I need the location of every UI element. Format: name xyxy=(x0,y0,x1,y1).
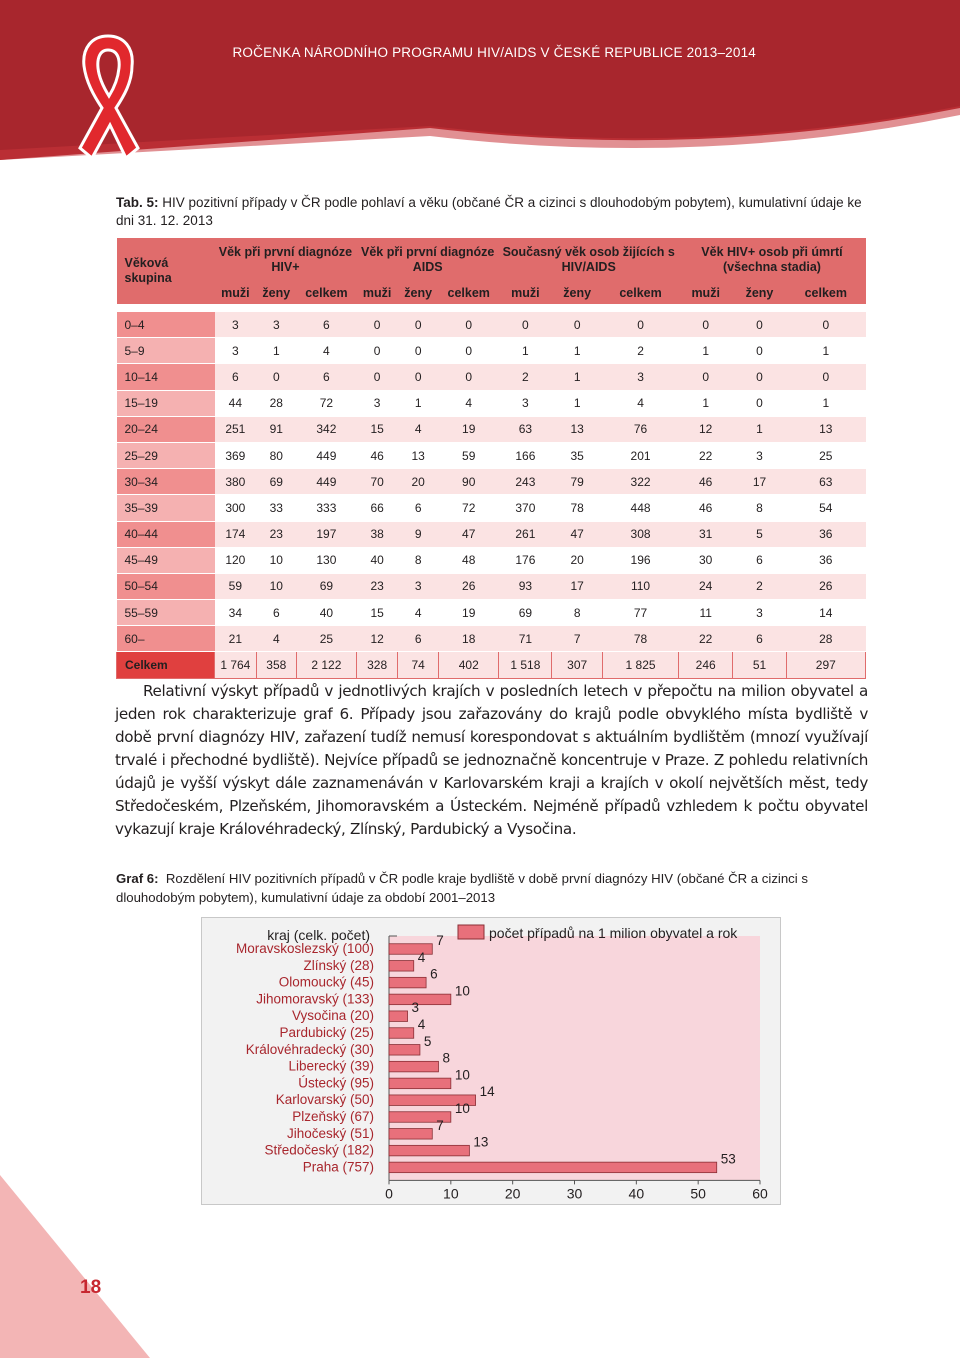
table-cell: 300 xyxy=(215,495,257,521)
bar xyxy=(389,1078,451,1089)
legend-label: počet případů na 1 milion obyvatel a rok xyxy=(489,925,738,941)
subheader-4: ženy xyxy=(404,286,433,300)
table-cell: 246 xyxy=(678,652,732,678)
table-row xyxy=(117,600,866,626)
table-cell: 0 xyxy=(356,364,398,390)
age-group-cell: 30–34 xyxy=(117,469,215,495)
table-cell: 0 xyxy=(786,364,865,390)
body-paragraph-text: Relativní výskyt případů v jednotlivých krajích v posledních letech v přepočtu na milion obyvatel a jeden rok charakterizuje graf 6. Případy jsou zařazovány do krajů podle obvyklého místa bydliště v době první diagnózy HIV, zařazení tudíž nemusí korespondovat s aktuálním bydlištěm (mnozí využívají trvalé i přechodné bydliště). Nejvíce případů se jednoznačně koncentruje v Praze. Z pohledu relativních údajů je vyšší výskyt dále zaznamenáván v Karlovarském kraji a krajích v okolí největších měst, tedy Středočeském, Plzeňském, Jihomoravském a Ústeckém. Nejméně případů vzhledem k počtu obyvatel vykazují kraje Královéhradecký, Zlínský, Pardubický a Vysočina. xyxy=(115,682,868,838)
table-caption-text: HIV pozitivní případy v ČR podle pohlaví a věku (občané ČR a cizinci s dlouhodobým pobytem), kumulativní údaje ke dni 31. 12. 2013 xyxy=(116,195,862,228)
table-cell: 110 xyxy=(603,573,679,599)
table-cell: 38 xyxy=(356,521,398,547)
x-tick-label: 30 xyxy=(566,1185,583,1202)
table-cell: 69 xyxy=(256,469,296,495)
table-cell: 26 xyxy=(786,573,865,599)
table-cell: 0 xyxy=(438,338,499,364)
table-cell: 35 xyxy=(552,442,603,468)
table-cell: 1 xyxy=(678,338,732,364)
table-row xyxy=(117,390,866,416)
table-row xyxy=(117,338,866,364)
table-cell: 13 xyxy=(398,442,439,468)
group-header-death: Věk HIV+ osob při úmrtí (všechna stadia) xyxy=(701,245,843,274)
x-tick-label: 10 xyxy=(443,1185,459,1202)
table-cell: 6 xyxy=(398,626,439,652)
table-cell: 24 xyxy=(678,573,732,599)
table-cell: 54 xyxy=(786,495,865,521)
group-header-aids: Věk při první diagnóze AIDS xyxy=(360,245,495,274)
group-header-living: Současný věk osob žijících s HIV/AIDS xyxy=(502,245,675,274)
table-cell: 28 xyxy=(786,626,865,652)
table-cell: 0 xyxy=(733,312,786,338)
table-cell: 448 xyxy=(603,495,679,521)
table-cell: 70 xyxy=(356,469,398,495)
category-label: Plzeňský (67) xyxy=(292,1109,374,1124)
category-label: Karlovarský (50) xyxy=(275,1092,374,1108)
table-cell: 8 xyxy=(733,495,786,521)
table-cell: 28 xyxy=(256,390,296,416)
table-cell: 36 xyxy=(786,521,865,547)
category-label: Královéhradecký (30) xyxy=(245,1041,374,1057)
category-label: Zlínský (28) xyxy=(303,957,374,973)
table-cell: 6 xyxy=(256,600,296,626)
table-cell: 1 xyxy=(552,338,603,364)
table-cell: 25 xyxy=(786,442,865,468)
table-cell: 0 xyxy=(678,364,732,390)
table-cell: 0 xyxy=(733,338,786,364)
table-row xyxy=(117,547,866,573)
table-cell: 0 xyxy=(733,364,786,390)
table-cell: 243 xyxy=(499,469,552,495)
value-label: 10 xyxy=(454,1101,470,1116)
value-label: 10 xyxy=(454,983,470,999)
table-cell: 15 xyxy=(356,600,398,626)
table-cell: 3 xyxy=(733,442,786,468)
table-cell: 4 xyxy=(603,390,679,416)
table-cell: 15 xyxy=(356,416,398,442)
table-cell: 2 xyxy=(499,364,552,390)
table-cell: 14 xyxy=(786,600,865,626)
table-cell: 66 xyxy=(356,495,398,521)
table-row xyxy=(117,469,866,495)
table-cell: 3 xyxy=(215,312,257,338)
table-cell: 46 xyxy=(356,442,398,468)
value-label: 4 xyxy=(417,949,426,965)
body-paragraph xyxy=(115,680,868,841)
table-cell: 370 xyxy=(499,495,552,521)
page-number: 18 xyxy=(80,1277,102,1298)
table-cell: 174 xyxy=(215,521,257,547)
table-cell: 69 xyxy=(499,600,552,626)
category-label: Olomoucký (45) xyxy=(278,974,374,990)
table-cell: 1 xyxy=(733,416,786,442)
category-label: Praha (757) xyxy=(302,1159,374,1175)
value-label: 5 xyxy=(423,1033,432,1049)
table-cell: 402 xyxy=(438,652,499,678)
table-cell: 22 xyxy=(678,442,732,468)
table-cell: 6 xyxy=(398,495,439,521)
bar xyxy=(389,994,451,1005)
category-label: Ústecký (95) xyxy=(298,1075,374,1091)
subheader-8: celkem xyxy=(619,286,662,300)
table-cell: 1 xyxy=(256,338,296,364)
table-cell: 3 xyxy=(356,390,398,416)
x-tick-label: 40 xyxy=(628,1185,645,1202)
table-cell: 20 xyxy=(552,547,603,573)
table-cell: 22 xyxy=(678,626,732,652)
x-tick-label: 20 xyxy=(504,1185,521,1202)
table-cell: 10 xyxy=(256,547,296,573)
subheader-3: muži xyxy=(362,286,392,300)
chart-canvas xyxy=(202,918,782,1206)
table-cell: 4 xyxy=(438,390,499,416)
age-group-cell: 0–4 xyxy=(117,312,215,338)
bar xyxy=(389,1011,408,1022)
table-cell: 51 xyxy=(733,652,786,678)
table-cell: 333 xyxy=(296,495,356,521)
table-cell: 44 xyxy=(215,390,257,416)
age-group-cell: 15–19 xyxy=(117,390,215,416)
table-cell: 2 xyxy=(603,338,679,364)
table-cell: 76 xyxy=(603,416,679,442)
category-label: Jihočeský (51) xyxy=(286,1125,374,1141)
table-cell: 0 xyxy=(398,312,439,338)
table-row xyxy=(117,626,866,652)
age-group-cell: 45–49 xyxy=(117,547,215,573)
table-cell: 6 xyxy=(733,626,786,652)
table-cell: 25 xyxy=(296,626,356,652)
table-cell: 12 xyxy=(356,626,398,652)
value-label: 3 xyxy=(411,1000,420,1016)
table-cell: 77 xyxy=(603,600,679,626)
table-cell: 79 xyxy=(552,469,603,495)
table-cell: 0 xyxy=(256,364,296,390)
table-cell: 3 xyxy=(733,600,786,626)
table-cell: 72 xyxy=(438,495,499,521)
group-header-hiv: Věk při první diagnóze HIV+ xyxy=(218,245,353,274)
table-cell: 1 xyxy=(398,390,439,416)
table-cell: 6 xyxy=(296,364,356,390)
table-cell: 4 xyxy=(296,338,356,364)
table-cell: 3 xyxy=(603,364,679,390)
age-group-header: Věková skupina xyxy=(124,256,172,285)
value-label: 14 xyxy=(479,1084,495,1100)
table-cell: 30 xyxy=(678,547,732,573)
bar xyxy=(389,1028,414,1039)
table-cell: 19 xyxy=(438,600,499,626)
table-cell: 1 xyxy=(552,390,603,416)
legend-swatch xyxy=(458,925,484,939)
table-cell: 196 xyxy=(603,547,679,573)
table-cell: 4 xyxy=(256,626,296,652)
age-group-cell: 55–59 xyxy=(117,600,215,626)
subheader-2: celkem xyxy=(305,286,348,300)
graph-caption xyxy=(116,869,866,907)
table-caption xyxy=(116,194,866,230)
table-cell: 1 518 xyxy=(499,652,552,678)
bar xyxy=(389,1162,717,1173)
table-cell: 63 xyxy=(786,469,865,495)
age-group-cell: 20–24 xyxy=(117,416,215,442)
table-cell: 36 xyxy=(786,547,865,573)
age-group-cell: Celkem xyxy=(117,652,215,678)
running-header: ROČENKA NÁRODNÍHO PROGRAMU HIV/AIDS V ČESKÉ REPUBLICE 2013–2014 xyxy=(232,45,756,60)
table-cell: 3 xyxy=(499,390,552,416)
table-cell: 63 xyxy=(499,416,552,442)
table-row xyxy=(117,442,866,468)
table-cell: 251 xyxy=(215,416,257,442)
table-cell: 23 xyxy=(256,521,296,547)
table-cell: 11 xyxy=(678,600,732,626)
table-cell: 48 xyxy=(438,547,499,573)
category-label: Středočeský (182) xyxy=(264,1142,374,1158)
table-cell: 91 xyxy=(256,416,296,442)
table-cell: 0 xyxy=(438,364,499,390)
x-tick-label: 60 xyxy=(752,1185,768,1202)
corner-decoration xyxy=(0,1175,150,1358)
table-cell: 8 xyxy=(398,547,439,573)
table-cell: 80 xyxy=(256,442,296,468)
value-label: 7 xyxy=(436,1117,444,1133)
table-cell: 12 xyxy=(678,416,732,442)
table-cell: 46 xyxy=(678,469,732,495)
table-cell: 4 xyxy=(398,600,439,626)
table-cell: 6 xyxy=(733,547,786,573)
table-cell: 0 xyxy=(438,312,499,338)
table-cell: 90 xyxy=(438,469,499,495)
table-cell: 297 xyxy=(786,652,865,678)
table-cell: 34 xyxy=(215,600,257,626)
table-cell: 2 xyxy=(733,573,786,599)
table-cell: 59 xyxy=(215,573,257,599)
x-tick-label: 50 xyxy=(690,1185,706,1202)
subheader-10: ženy xyxy=(745,286,774,300)
table-cell: 1 xyxy=(552,364,603,390)
table-cell: 197 xyxy=(296,521,356,547)
value-label: 6 xyxy=(430,966,438,982)
table-cell: 0 xyxy=(398,338,439,364)
table-row xyxy=(117,573,866,599)
table-cell: 1 xyxy=(786,390,865,416)
table-cell: 13 xyxy=(786,416,865,442)
value-label: 13 xyxy=(473,1134,489,1150)
region-bar-chart xyxy=(201,917,781,1205)
table-row xyxy=(117,521,866,547)
graph-caption-text: Rozdělení HIV pozitivních případů v ČR podle kraje bydliště v době první diagnózy HIV (občané ČR a cizinci s dlouhodobým pobytem), kumulativní údaje za období 2001–2013 xyxy=(116,871,808,905)
subheader-6: muži xyxy=(511,286,540,300)
table-cell: 307 xyxy=(552,652,603,678)
table-cell: 166 xyxy=(499,442,552,468)
table-row xyxy=(117,364,866,390)
table-cell: 6 xyxy=(215,364,257,390)
age-group-cell: 10–14 xyxy=(117,364,215,390)
table-cell: 93 xyxy=(499,573,552,599)
table-cell: 0 xyxy=(552,312,603,338)
age-group-cell: 25–29 xyxy=(117,442,215,468)
table-cell: 201 xyxy=(603,442,679,468)
bar xyxy=(389,944,432,955)
bar xyxy=(389,1129,432,1140)
table-cell: 130 xyxy=(296,547,356,573)
subheader-7: ženy xyxy=(563,286,592,300)
table-cell: 20 xyxy=(398,469,439,495)
value-label: 53 xyxy=(720,1151,736,1167)
table-cell: 1 xyxy=(499,338,552,364)
table-cell: 17 xyxy=(552,573,603,599)
table-total-row xyxy=(117,652,866,678)
table-cell: 78 xyxy=(552,495,603,521)
table-cell: 0 xyxy=(786,312,865,338)
table-cell: 72 xyxy=(296,390,356,416)
table-cell: 1 xyxy=(678,390,732,416)
table-cell: 6 xyxy=(296,312,356,338)
value-label: 10 xyxy=(454,1067,470,1083)
subheader-11: celkem xyxy=(804,286,847,300)
category-header: kraj (celk. počet) xyxy=(267,927,370,943)
table-cell: 0 xyxy=(733,390,786,416)
table-cell: 322 xyxy=(603,469,679,495)
table-cell: 74 xyxy=(398,652,439,678)
red-ribbon-logo xyxy=(70,30,145,165)
table-cell: 13 xyxy=(552,416,603,442)
table-cell: 0 xyxy=(499,312,552,338)
table-cell: 59 xyxy=(438,442,499,468)
table-cell: 0 xyxy=(678,312,732,338)
age-group-cell: 5–9 xyxy=(117,338,215,364)
table-cell: 21 xyxy=(215,626,257,652)
table-cell: 342 xyxy=(296,416,356,442)
table-cell: 23 xyxy=(356,573,398,599)
table-cell: 8 xyxy=(552,600,603,626)
category-label: Vysočina (20) xyxy=(291,1008,374,1024)
category-label: Moravskoslezský (100) xyxy=(235,941,374,956)
table-cell: 18 xyxy=(438,626,499,652)
table-cell: 19 xyxy=(438,416,499,442)
bar xyxy=(389,1145,469,1156)
table-cell: 9 xyxy=(398,521,439,547)
table-cell: 3 xyxy=(256,312,296,338)
category-label: Liberecký (39) xyxy=(288,1058,374,1074)
bar xyxy=(389,977,426,988)
table-cell: 308 xyxy=(603,521,679,547)
table-cell: 176 xyxy=(499,547,552,573)
age-group-cell: 35–39 xyxy=(117,495,215,521)
value-label: 8 xyxy=(442,1050,450,1066)
hiv-age-table xyxy=(116,238,866,679)
subheader-1: ženy xyxy=(262,286,291,300)
table-cell: 47 xyxy=(552,521,603,547)
category-label: Jihomoravský (133) xyxy=(256,991,374,1007)
subheader-5: celkem xyxy=(447,286,490,300)
table-cell: 120 xyxy=(215,547,257,573)
table-cell: 380 xyxy=(215,469,257,495)
table-row xyxy=(117,416,866,442)
table-cell: 17 xyxy=(733,469,786,495)
table-cell: 33 xyxy=(256,495,296,521)
table-cell: 47 xyxy=(438,521,499,547)
x-tick-label: 0 xyxy=(385,1185,393,1202)
table-cell: 1 764 xyxy=(215,652,257,678)
table-cell: 7 xyxy=(552,626,603,652)
table-cell: 369 xyxy=(215,442,257,468)
table-row xyxy=(117,312,866,338)
subheader-9: muži xyxy=(691,286,720,300)
table-cell: 46 xyxy=(678,495,732,521)
table-label: Tab. 5: xyxy=(116,195,159,210)
table-cell: 40 xyxy=(356,547,398,573)
age-group-cell: 40–44 xyxy=(117,521,215,547)
table-cell: 1 825 xyxy=(603,652,679,678)
value-label: 7 xyxy=(436,933,444,948)
category-label: Pardubický (25) xyxy=(279,1025,374,1040)
table-cell: 358 xyxy=(256,652,296,678)
table-cell: 261 xyxy=(499,521,552,547)
table-cell: 71 xyxy=(499,626,552,652)
table-cell: 10 xyxy=(256,573,296,599)
table-cell: 328 xyxy=(356,652,398,678)
table-cell: 449 xyxy=(296,469,356,495)
bar xyxy=(389,961,414,972)
bar xyxy=(389,1061,438,1072)
table-cell: 5 xyxy=(733,521,786,547)
table-cell: 0 xyxy=(356,312,398,338)
table-cell: 4 xyxy=(398,416,439,442)
table-cell: 31 xyxy=(678,521,732,547)
table-cell: 26 xyxy=(438,573,499,599)
table-cell: 0 xyxy=(398,364,439,390)
bar xyxy=(389,1045,420,1056)
table-cell: 40 xyxy=(296,600,356,626)
value-label: 4 xyxy=(417,1017,426,1032)
table-cell: 0 xyxy=(603,312,679,338)
graph-label: Graf 6: xyxy=(116,871,159,886)
table-cell: 449 xyxy=(296,442,356,468)
age-group-cell: 50–54 xyxy=(117,573,215,599)
table-cell: 0 xyxy=(356,338,398,364)
table-cell: 3 xyxy=(215,338,257,364)
subheader-0: muži xyxy=(221,286,250,300)
table-cell: 1 xyxy=(786,338,865,364)
table-cell: 2 122 xyxy=(296,652,356,678)
table-row xyxy=(117,495,866,521)
table-cell: 78 xyxy=(603,626,679,652)
age-group-cell: 60– xyxy=(117,626,215,652)
table-cell: 69 xyxy=(296,573,356,599)
table-cell: 3 xyxy=(398,573,439,599)
